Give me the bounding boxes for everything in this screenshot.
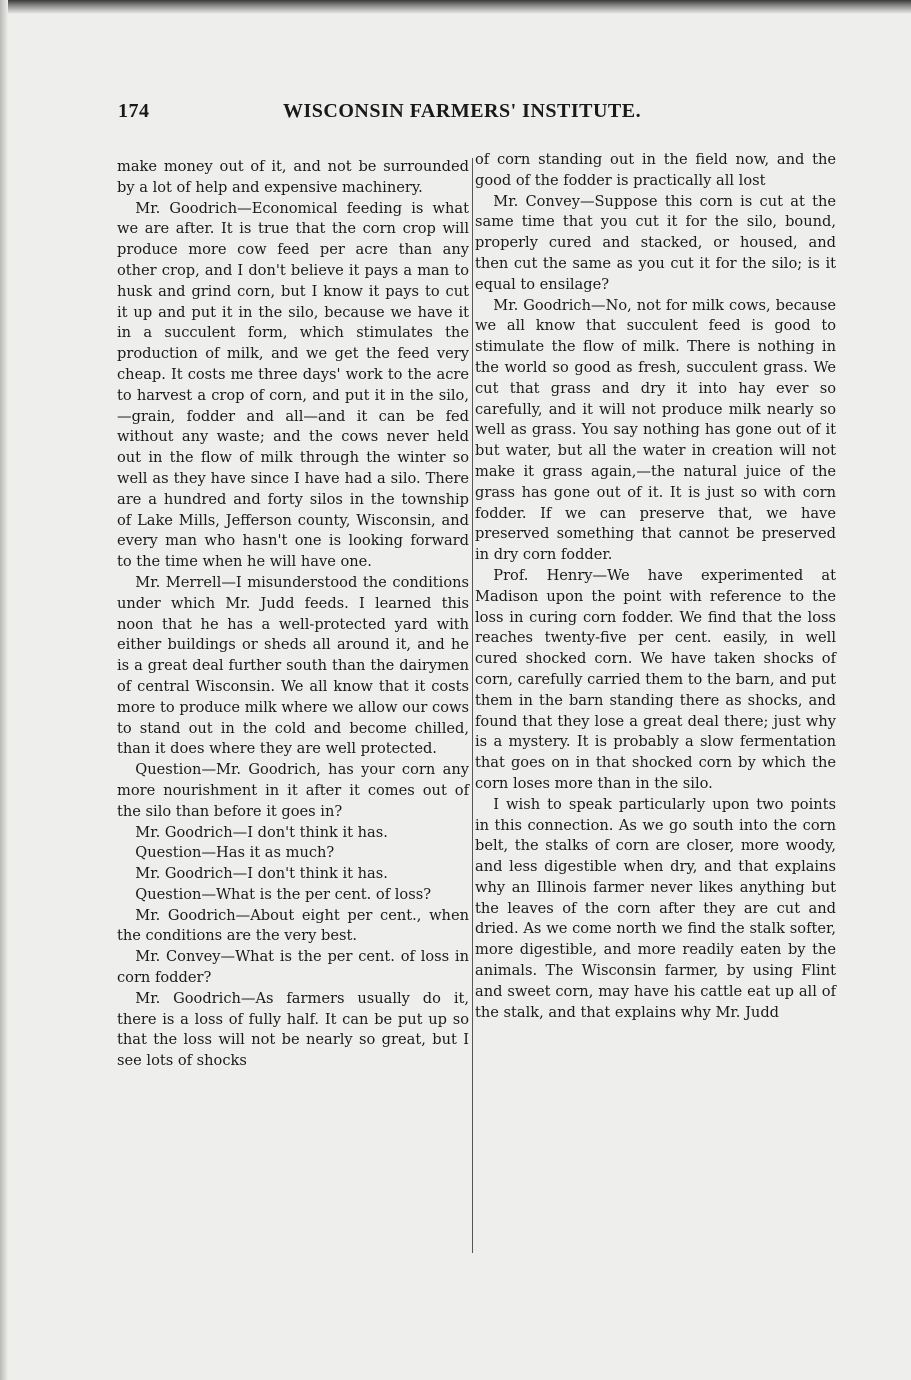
- paragraph: of corn standing out in the field now, and the good of the fodder is practically all lost: [475, 151, 836, 189]
- paragraph: Mr. Merrell—I misunderstood the conditions under which Mr. Judd feeds. I learned this noon that he has a well-protected yard with either buildings or sheds all around it, and he is a great deal further south than the dairymen of central Wisconsin. We all know that it costs more to produce milk where we allow our cows to stand out in the cold and become chilled, than it does where they are well protected.: [117, 573, 469, 758]
- paragraph: Mr. Goodrich—Economical feeding is what we are after. It is true that the corn crop will produce more cow feed per acre than any other crop, and I don't believe it pays a man to husk and grind corn, but I know it pays to cut it up and put it in the silo, because we have it in a succulent form, which stimulates the production of milk, and we get the feed very cheap. It costs me three days' work to the acre to harvest a crop of corn, and put it in the silo,—grain, fodder and all—and it can be fed without any waste; and the cows never held out in the flow of milk through the winter so well as they have since I have had a silo. There are a hundred and forty silos in the township of Lake Mills, Jefferson county, Wisconsin, and every man who hasn't one is looking forward to the time when he will have one.: [117, 199, 469, 571]
- paragraph: Question—Mr. Goodrich, has your corn any more nourishment in it after it comes out of the silo than before it goes in?: [117, 761, 469, 820]
- page-header: [118, 100, 663, 132]
- scan-top-edge: [0, 0, 911, 14]
- paragraph: Mr. Goodrich—No, not for milk cows, because we all know that succulent feed is good to stimulate the flow of milk. There is nothing in the world so good as fresh, succulent grass. We cut that grass and dry it into hay ever so carefully, and it will not produce milk nearly so well as grass. You say nothing has gone out of it but water, but all the water in creation will not make it grass again,—the natural juice of the grass has gone out of it. It is just so with corn fodder. If we can preserve that, we have preserved something that cannot be preserved in dry corn fodder.: [475, 296, 836, 564]
- paragraph: Mr. Convey—Suppose this corn is cut at the same time that you cut it for the silo, bound, properly cured and stacked, or housed, and then cut the same as you cut it for the silo; is it equal to ensilage?: [475, 192, 836, 293]
- left-column: [117, 157, 469, 1072]
- paragraph: Mr. Convey—What is the per cent. of loss in corn fodder?: [117, 948, 469, 987]
- paragraph: Mr. Goodrich—As farmers usually do it, there is a loss of fully half. It can be put up so that the loss will not be nearly so great, but I see lots of shocks: [117, 989, 469, 1070]
- running-title: WISCONSIN FARMERS' INSTITUTE.: [283, 100, 642, 122]
- page-number: 174: [118, 100, 150, 122]
- column-divider: [472, 158, 473, 1253]
- paragraph: Question—What is the per cent. of loss?: [135, 885, 432, 903]
- paragraph: Prof. Henry—We have experimented at Madison upon the point with reference to the loss in curing corn fodder. We find that the loss reaches twenty-five per cent. easily, in well cured shocked corn. We have taken shocks of corn, carefully carried them to the barn, and put them in the barn standing there as shocks, and found that they lose a great deal there; just why is a mystery. It is probably a slow fermentation that goes on in that shocked corn by which the corn loses more than in the silo.: [475, 566, 836, 792]
- right-column: [475, 150, 836, 1023]
- paragraph: Mr. Goodrich—About eight per cent., when the conditions are the very best.: [117, 906, 469, 945]
- paragraph: make money out of it, and not be surrounded by a lot of help and expensive machinery.: [117, 158, 469, 196]
- scan-left-edge: [0, 0, 8, 1380]
- paragraph: Mr. Goodrich—I don't think it has.: [135, 823, 388, 841]
- paragraph: Question—Has it as much?: [135, 844, 335, 862]
- paragraph: I wish to speak particularly upon two points in this connection. As we go south into the corn belt, the stalks of corn are closer, more woody, and less digestible when dry, and that explains why an Illinois farmer never likes anything but the leaves of the corn after they are cut and dried. As we come north we find the stalk softer, more digestible, and more readily eaten by the animals. The Wisconsin farmer, by using Flint and sweet corn, may have his cattle eat up all of the stalk, and that explains why Mr. Judd: [475, 795, 836, 1021]
- paragraph: Mr. Goodrich—I don't think it has.: [135, 865, 388, 883]
